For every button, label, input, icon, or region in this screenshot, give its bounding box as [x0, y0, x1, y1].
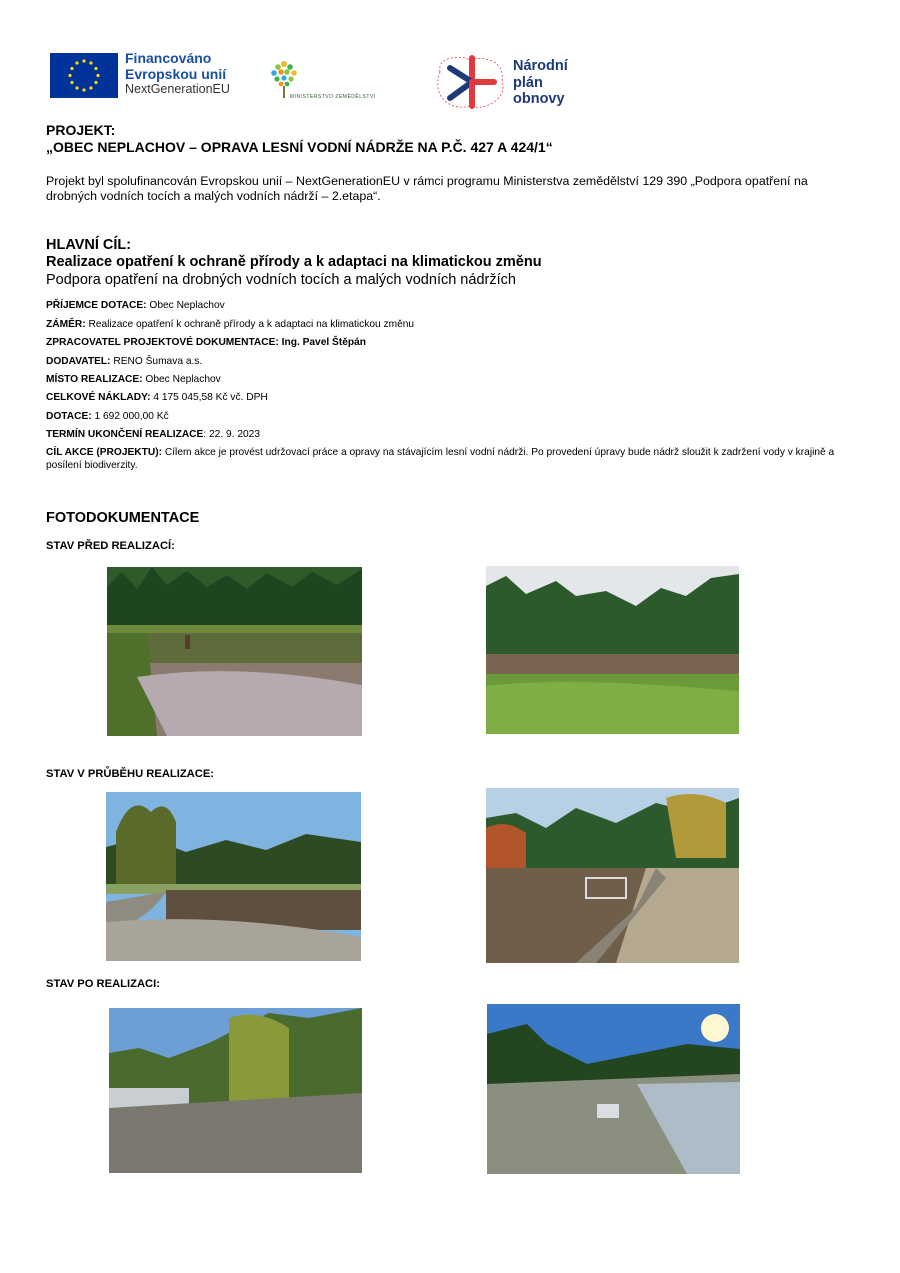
after-heading: STAV PO REALIZACI: [46, 978, 160, 990]
during-heading: STAV V PRŮBĚHU REALIZACE: [46, 768, 215, 780]
npo-name [513, 58, 568, 108]
eu-flag-logo [50, 53, 118, 98]
info-total-costs [46, 392, 268, 405]
eu-funding-text [125, 51, 230, 98]
info-value: : 22. 9. 2023 [203, 429, 260, 440]
goal-line-1: Realizace opatření k ochraně přírody a k adaptaci na klimatickou změnu [46, 254, 542, 270]
info-value: Realizace opatření k ochraně přírody a k adaptaci na klimatickou změnu [85, 319, 415, 330]
photo-during-1 [106, 792, 361, 961]
info-label: MÍSTO REALIZACE: [46, 374, 143, 385]
info-label: ZPRACOVATEL PROJEKTOVÉ DOKUMENTACE: [46, 337, 279, 348]
npo-star-icon [432, 52, 512, 112]
eu-line-1: Financováno [125, 50, 212, 66]
npo-line-1: Národní [513, 58, 568, 74]
info-value: Ing. Pavel Štěpán [278, 337, 367, 348]
info-value: RENO Šumava a.s. [110, 356, 203, 367]
info-subsidy [46, 411, 169, 424]
goal-label: HLAVNÍ CÍL: [46, 237, 132, 253]
info-intent [46, 319, 414, 332]
photo-before-1 [107, 567, 362, 736]
photo-after-2 [487, 1004, 740, 1174]
photo-section-title: FOTODOKUMENTACE [46, 510, 200, 526]
info-label: CÍL AKCE (PROJEKTU): [46, 447, 163, 458]
photo-during-2 [486, 788, 739, 963]
before-heading: STAV PŘED REALIZACÍ: [46, 540, 175, 552]
info-label: PŘÍJEMCE DOTACE: [46, 300, 147, 311]
info-value: Cílem akce je provést udržovací práce a opravy na stávajícím lesní vodní nádrži. Po provedení úpravy bude nádrž sloužit k zadržení vody v krajině a posílení biodiverzity. [46, 447, 835, 471]
eu-line-3: NextGenerationEU [125, 82, 230, 96]
eu-line-2: Evropskou unií [125, 65, 227, 82]
info-designer [46, 337, 366, 350]
info-completion-date [46, 429, 260, 442]
info-label: TERMÍN UKONČENÍ REALIZACE [46, 429, 204, 440]
info-label: CELKOVÉ NÁKLADY: [46, 392, 151, 403]
info-label: DODAVATEL: [46, 356, 111, 367]
info-label: ZÁMĚR: [46, 319, 86, 330]
info-action-goal [46, 447, 846, 472]
info-value: 1 692 000,00 Kč [91, 411, 169, 422]
info-supplier [46, 356, 202, 369]
project-title: „OBEC NEPLACHOV – OPRAVA LESNÍ VODNÍ NÁDRŽE NA P.Č. 427 A 424/1“ [46, 139, 553, 155]
info-value: 4 175 045,58 Kč vč. DPH [150, 392, 268, 403]
npo-line-2: plán [513, 74, 543, 91]
photo-before-2 [486, 566, 739, 734]
info-location [46, 374, 221, 387]
project-heading [46, 122, 553, 156]
info-value: Obec Neplachov [142, 374, 221, 385]
info-value: Obec Neplachov [146, 300, 225, 311]
ministry-name: MINISTERSTVO ZEMĚDĚLSTVÍ [290, 94, 376, 100]
npo-line-3: obnovy [513, 91, 565, 107]
project-label: PROJEKT: [46, 122, 116, 138]
info-label: DOTACE: [46, 411, 92, 422]
project-intro: Projekt byl spolufinancován Evropskou unií – NextGenerationEU v rámci programu Ministerstva zemědělství 129 390 „Podpora opatření na drobných vodních tocích a malých vodních nádrží – 2.etapa“. [46, 174, 808, 203]
photo-after-1 [109, 1008, 362, 1173]
goal-line-2: Podpora opatření na drobných vodních tocích a malých vodních nádržích [46, 272, 516, 288]
info-recipient [46, 300, 225, 313]
